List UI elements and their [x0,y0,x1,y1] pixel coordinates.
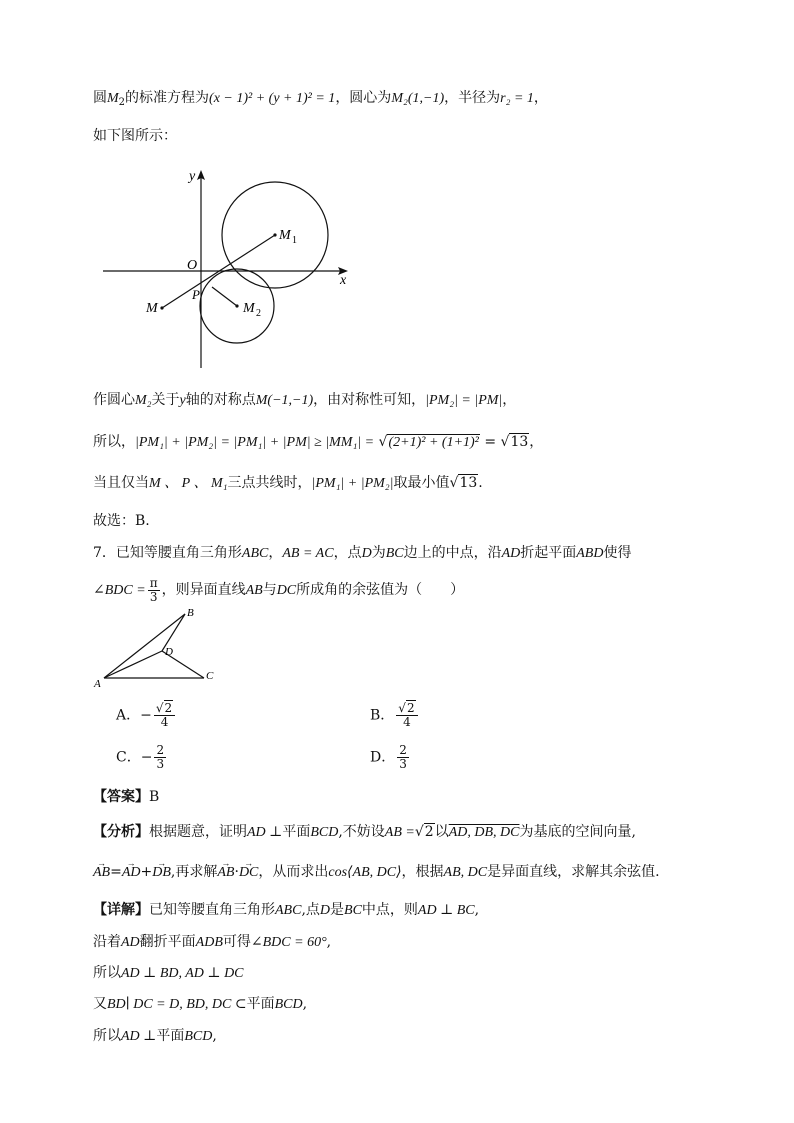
label-m2: M [243,301,255,316]
math: AB [245,583,263,598]
text-line-4: 所以，|PM₁| + |PM₂| = |PM₁| + |PM| ≥ |MM₁| = √(2+1)² + (1+1)² = √13， [93,434,544,450]
analysis-line-1: 【分析】根据题意，证明AD ⊥平面BCD,不妨设AB =√2以AD, DB, DC为基底的空间向量, [93,824,636,840]
vertex-a: A [94,678,101,688]
text: 又 [93,996,107,1012]
radicand: 2 [424,824,434,840]
math: ∠BDC = 60° [250,935,327,950]
denominator: 3 [149,589,158,604]
point-m1 [273,233,276,236]
math: AD ⊥ BD, AD ⊥ DC [121,966,244,981]
answer-line [93,787,159,807]
text: ， [533,90,548,106]
question-7-line-1 [93,543,631,564]
analysis-line-2 [93,862,660,883]
text: ， [529,434,544,450]
text: ，从而求出 [258,864,329,880]
option-fraction [397,744,409,771]
equation: |PM₁| + |PM₂| = |PM₁| + |PM| ≥ |MM₁| = [135,435,375,450]
math: AD ⊥ BC [417,903,475,918]
analysis-label: 【分析】 [93,824,149,840]
text: 关于 [151,392,180,408]
text: 可得 [222,934,251,950]
text: 平面 [246,996,275,1012]
detail-line-1 [93,900,479,921]
text: ,再求解 [170,864,218,880]
math: 2 [118,97,126,108]
coordinate-figure [100,160,360,370]
numerator: 2 [406,701,415,715]
text: 中点，则 [361,902,418,918]
math: ABC [241,546,269,561]
text: 当且仅当 [93,475,149,491]
math: AD ⊥ [121,1029,157,1044]
math: M 、 P 、 M₁ [149,476,228,491]
label-m: M [146,301,158,316]
denominator: 3 [399,757,407,771]
option-d[interactable] [370,744,411,771]
text-line-2: 如下图所示： [93,128,177,144]
math: ABC [275,903,302,918]
text: 所成角的余弦值为（ ） [296,582,465,598]
text: 三点共线时， [227,475,312,491]
label-m1-sub: 1 [292,235,297,246]
vector: → AB [93,863,110,883]
text: ，根据 [401,864,444,880]
text: , [326,934,332,950]
fraction-pi-3 [148,577,160,604]
text-line-6: 故选：B. [93,513,150,529]
math: BCD [274,997,303,1012]
text: 使得 [603,545,632,561]
math: BCD [184,1029,213,1044]
text: , [212,1028,217,1044]
text: 沿着 [93,934,121,950]
numerator: π [149,575,158,590]
text: ，则异面直线 [161,582,246,598]
vector: → DB [152,863,171,883]
option-label: C． [116,749,141,766]
math: ∠BDC = [93,583,146,598]
answer-label: 【答案】 [93,789,149,805]
text: ,点 [301,902,320,918]
text: 作圆心 [93,392,135,408]
option-a[interactable] [116,702,177,729]
math: ADB [195,935,223,950]
denominator: 4 [403,715,411,729]
triangle-figure [92,604,222,688]
detail-line-2 [93,932,331,953]
text: , [302,996,308,1012]
label-y: y [189,169,196,184]
text: 取最小值 [393,475,450,491]
text: 所以 [93,1028,121,1044]
option-b[interactable] [370,702,420,729]
math: M(−1,−1) [255,393,314,408]
label-x: x [340,273,347,288]
text: 为 [371,545,386,561]
math: DC [276,583,297,598]
text: 已知等腰直角三角形 [149,902,275,918]
detail-line-4 [93,994,307,1015]
denominator: 3 [156,757,165,771]
text: = [110,864,122,880]
question-7-line-2 [93,576,464,605]
vertex-c: C [206,670,214,682]
vector: → AB [217,863,234,883]
text-line-1 [93,88,548,113]
text: 为基底的空间向量, [519,824,636,840]
text: ,不妨设 [338,824,385,840]
math: M₂ [135,393,152,408]
text: ， [268,545,283,561]
text: 根据题意，证明 [149,824,247,840]
text: 圆 [93,90,107,106]
label-m1: M [279,228,291,243]
math: D [361,546,372,561]
text: . [478,475,483,491]
text: 翻折平面 [139,934,196,950]
option-fraction [154,744,166,771]
math: BC [344,903,362,918]
label-o: O [187,258,198,273]
option-label: D． [370,749,396,766]
text: 平面 [156,1028,185,1044]
text: , [474,902,480,918]
math: D [319,903,331,918]
equation: (x − 1)² + (y + 1)² = 1 [209,91,336,106]
equation: |PM₁| + |PM₂| [311,476,394,491]
math: BC [385,546,404,561]
label-p: P [192,287,200,302]
vertex-d: D [165,646,173,658]
label-m2-sub: 2 [256,308,261,319]
text: 的标准方程为 [125,90,210,106]
text: 折起平面 [520,545,577,561]
radicand: (2+1)² + (1+1)² [388,435,479,450]
text: 与 [262,582,277,598]
detail-line-5 [93,1026,217,1047]
math: AD [121,935,140,950]
math: cos⟨AB, DC⟩ [328,865,402,880]
numerator: 2 [164,701,173,715]
vector: → AD [122,863,141,883]
answer-value: B [149,789,160,805]
math: AB, DC [443,865,488,880]
math: AD ⊥ [247,825,283,840]
math: M₂(1,−1) [391,91,445,106]
math: M [107,91,119,106]
point-m2 [235,304,238,307]
text: · [234,864,239,880]
radicand: 13 [459,475,478,491]
option-label: B． [370,707,395,724]
vector: → DC [239,863,258,883]
text: 平面 [282,824,311,840]
segment-p-m2 [212,287,237,306]
math: y [179,393,186,408]
math: − [140,707,152,724]
text: ，半径为 [444,90,501,106]
text: 轴的对称点 [185,392,256,408]
option-label: A． [116,707,141,724]
text: 所以 [93,965,121,981]
text: 7．已知等腰直角三角形 [93,545,242,561]
math: AB = AC [282,546,334,561]
vertex-b: B [187,607,194,619]
option-fraction: $\frac{√2}{4}$ [154,702,175,729]
math: BCD [310,825,339,840]
option-c[interactable] [116,744,168,771]
text-line-5: 当且仅当M 、 P 、 M₁三点共线时，|PM₁| + |PM₂|取最小值√13. [93,475,483,491]
detail-line-3 [93,963,244,984]
vectors: AD, DB, DC [448,825,520,840]
text: ， [502,392,517,408]
point-m [160,306,163,309]
math: ABD [576,546,604,561]
text: + [140,864,153,880]
denominator: 4 [160,715,169,729]
math: AB = [384,825,415,840]
text: ，点 [333,545,362,561]
math: r₂ = 1 [500,91,534,106]
radicand: 13 [510,434,529,450]
text: 所以， [93,434,135,450]
numerator: 2 [399,743,407,757]
equation: |PM₂| = |PM| [425,393,503,408]
text: 是异面直线，求解其余弦值. [487,864,660,880]
text: ，圆心为 [335,90,392,106]
text: 是 [330,902,345,918]
text: 以 [434,824,449,840]
option-fraction: $\frac{√2}{4}$ [396,702,417,729]
text: 边上的中点，沿 [403,545,502,561]
detail-label: 【详解】 [93,902,149,918]
numerator: 2 [156,743,165,757]
math: AD [501,546,521,561]
text: = [484,434,497,450]
math: − [140,749,153,766]
text: ，由对称性可知， [313,392,426,408]
math: BD∣ DC = D, BD, DC ⊂ [107,997,247,1012]
text-line-3 [93,390,516,411]
